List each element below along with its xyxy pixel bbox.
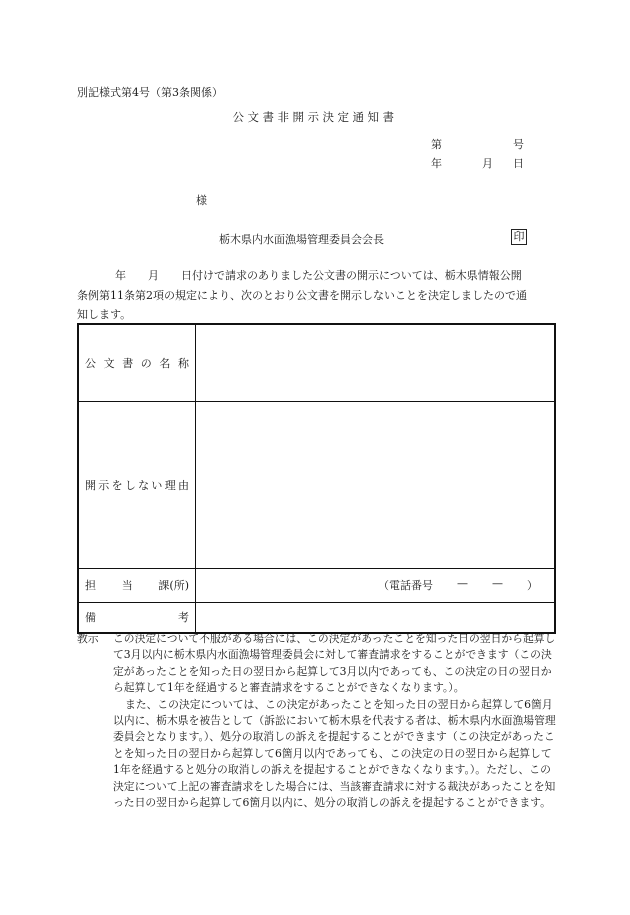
form-label: 別記様式第4号（第3条関係） — [77, 86, 223, 99]
instructions-heading: 教示 — [77, 632, 99, 645]
label-char: 文 — [103, 356, 115, 370]
instructions — [77, 631, 557, 811]
label-char: し — [124, 478, 136, 492]
decision-table — [77, 323, 556, 634]
label-char: 理 — [164, 478, 176, 492]
label-remarks — [78, 602, 196, 633]
instructions-para-2: また、この決定については、この決定があったことを知った日の翌日から起算して6箇月以内に、栃木県を被告として（訴訟において栃木県を代表する者は、栃木県内水面漁場管理委員会となります。）、処分の取消しの訴えを提起することができます（この決定があったことを知った日の翌日から起算して6箇月以内であっても、この決定の日の翌日から起算して1年を経過すると処分の取消しの訴えを提起することができなくなります。）。ただし、この決定について上記の審査請求をした場合には、当該審査請求に対する裁決があったことを知った日の翌日から起算して6箇月以内に、処分の取消しの訴えを提起することができます。 — [113, 697, 556, 810]
label-section — [78, 568, 196, 602]
issuer-name: 栃木県内水面漁場管理委員会会長 — [219, 233, 384, 246]
label-char: 名 — [159, 356, 171, 370]
label-char: 担 — [85, 579, 96, 592]
number-dai: 第 — [431, 138, 442, 151]
date-month: 月 — [482, 157, 493, 170]
label-char: 示 — [98, 478, 110, 492]
label-char: 由 — [177, 478, 189, 492]
label-char: を — [111, 478, 123, 492]
body-line-1: 年 月 日付けで請求のありました公文書の開示については、栃木県情報公開 — [115, 269, 522, 282]
value-section[interactable] — [196, 568, 556, 602]
value-remarks[interactable] — [196, 602, 556, 633]
label-char: 備 — [85, 611, 96, 625]
addressee-honorific: 様 — [196, 194, 207, 207]
tel-dash: — — [492, 577, 503, 590]
row-document-name — [78, 324, 555, 401]
label-char: な — [138, 478, 150, 492]
value-document-name[interactable] — [196, 324, 556, 401]
label-document-name — [78, 324, 196, 401]
label-char: 開 — [85, 478, 96, 492]
tel-close: ） — [527, 579, 538, 592]
tel-dash: — — [457, 577, 468, 590]
body-line-2: 条例第11条第2項の規定により、次のとおり公文書を開示しないことを決定しましたので通 — [77, 288, 527, 302]
tel-label: （電話番号 — [378, 579, 433, 592]
row-section — [78, 568, 555, 602]
label-char: 書 — [122, 356, 134, 370]
label-reason — [78, 401, 196, 568]
body-line-3: 知します。 — [77, 308, 132, 321]
label-char: 称 — [177, 356, 189, 370]
label-char: 考 — [178, 611, 189, 625]
seal-mark: 印 — [511, 229, 527, 245]
label-char: 課(所) — [158, 579, 189, 592]
row-remarks — [78, 602, 555, 633]
instructions-para-1: この決定について不服がある場合には、この決定があったことを知った日の翌日から起算して3月以内に栃木県内水面漁場管理委員会に対して審査請求をすることができます（この決定があったことを知った日の翌日から起算して3月以内であっても、この決定の日の翌日から起算して1年を経過すると審査請求をすることができなくなります。）。 — [113, 632, 556, 695]
document-title: 公文書非開示決定通知書 — [232, 110, 398, 124]
label-char: 当 — [121, 579, 133, 592]
label-char: の — [140, 356, 152, 370]
value-reason[interactable] — [196, 401, 556, 568]
label-char: い — [151, 478, 163, 492]
date-day: 日 — [513, 157, 524, 170]
date-year: 年 — [431, 157, 442, 170]
row-reason — [78, 401, 555, 568]
notice-body — [77, 266, 553, 325]
label-char: 公 — [85, 356, 96, 370]
number-go: 号 — [513, 138, 524, 151]
